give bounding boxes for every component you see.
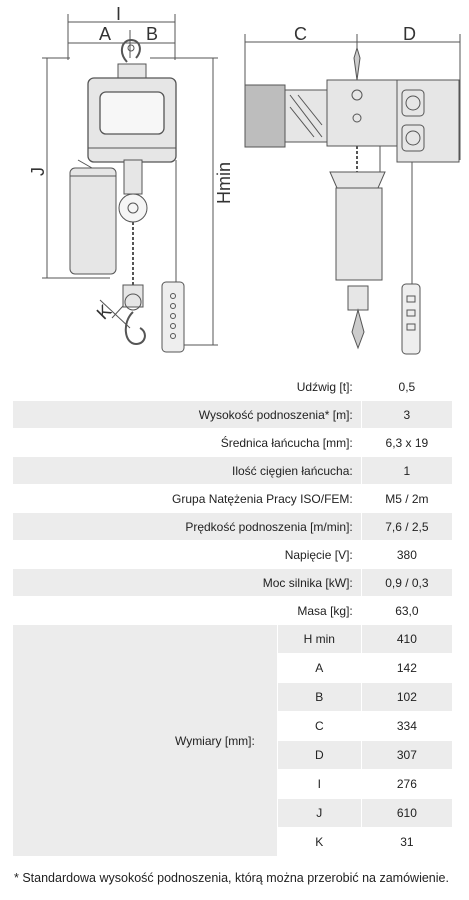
dim-label-d: D bbox=[403, 24, 416, 44]
spec-label: Ilość cięgien łańcucha: bbox=[13, 457, 362, 485]
spec-value: 6,3 x 19 bbox=[361, 429, 452, 457]
dim-label-i: I bbox=[116, 4, 122, 24]
dimension-key: I bbox=[277, 770, 361, 799]
dimension-value: 334 bbox=[361, 712, 452, 741]
spec-value: 3 bbox=[361, 401, 452, 429]
spec-label: Średnica łańcucha [mm]: bbox=[13, 429, 362, 457]
dim-label-b: B bbox=[146, 24, 159, 44]
dimensions-label: Wymiary [mm]: bbox=[13, 625, 278, 857]
dimension-value: 276 bbox=[361, 770, 452, 799]
dimension-value: 142 bbox=[361, 654, 452, 683]
spec-value: 7,6 / 2,5 bbox=[361, 513, 452, 541]
dimension-key: J bbox=[277, 799, 361, 828]
dim-label-k: K bbox=[92, 300, 116, 324]
dim-label-hmin: Hmin bbox=[214, 161, 234, 204]
spec-row bbox=[13, 457, 453, 485]
dimension-key: C bbox=[277, 712, 361, 741]
spec-label: Masa [kg]: bbox=[13, 597, 362, 625]
spec-row bbox=[13, 569, 453, 597]
spec-value: 0,5 bbox=[361, 373, 452, 401]
dimension-row bbox=[13, 625, 453, 654]
dim-label-j: J bbox=[28, 167, 48, 176]
spec-label: Napięcie [V]: bbox=[13, 541, 362, 569]
spec-value: 380 bbox=[361, 541, 452, 569]
dimension-value: 410 bbox=[361, 625, 452, 654]
dimension-value: 307 bbox=[361, 741, 452, 770]
spec-value: 0,9 / 0,3 bbox=[361, 569, 452, 597]
dim-label-c: C bbox=[294, 24, 307, 44]
spec-row bbox=[13, 513, 453, 541]
dimension-key: A bbox=[277, 654, 361, 683]
spec-label: Wysokość podnoszenia* [m]: bbox=[13, 401, 362, 429]
hoist-drawing bbox=[0, 0, 469, 365]
dimension-key: K bbox=[277, 828, 361, 857]
spec-row bbox=[13, 485, 453, 513]
spec-row bbox=[13, 429, 453, 457]
dimension-value: 31 bbox=[361, 828, 452, 857]
spec-value: M5 / 2m bbox=[361, 485, 452, 513]
spec-label: Udźwig [t]: bbox=[13, 373, 362, 401]
dim-label-a: A bbox=[99, 24, 112, 44]
spec-label: Moc silnika [kW]: bbox=[13, 569, 362, 597]
spec-label: Prędkość podnoszenia [m/min]: bbox=[13, 513, 362, 541]
spec-label: Grupa Natężenia Pracy ISO/FEM: bbox=[13, 485, 362, 513]
spec-value: 1 bbox=[361, 457, 452, 485]
spec-row bbox=[13, 597, 453, 625]
dimension-key: D bbox=[277, 741, 361, 770]
spec-row bbox=[13, 401, 453, 429]
dimension-value: 102 bbox=[361, 683, 452, 712]
dimension-key: B bbox=[277, 683, 361, 712]
spec-table bbox=[12, 372, 453, 857]
dimension-key: H min bbox=[277, 625, 361, 654]
footnote: * Standardowa wysokość podnoszenia, którą można przerobić na zamówienie. bbox=[14, 871, 449, 885]
spec-row bbox=[13, 373, 453, 401]
dimension-value: 610 bbox=[361, 799, 452, 828]
spec-value: 63,0 bbox=[361, 597, 452, 625]
spec-row bbox=[13, 541, 453, 569]
